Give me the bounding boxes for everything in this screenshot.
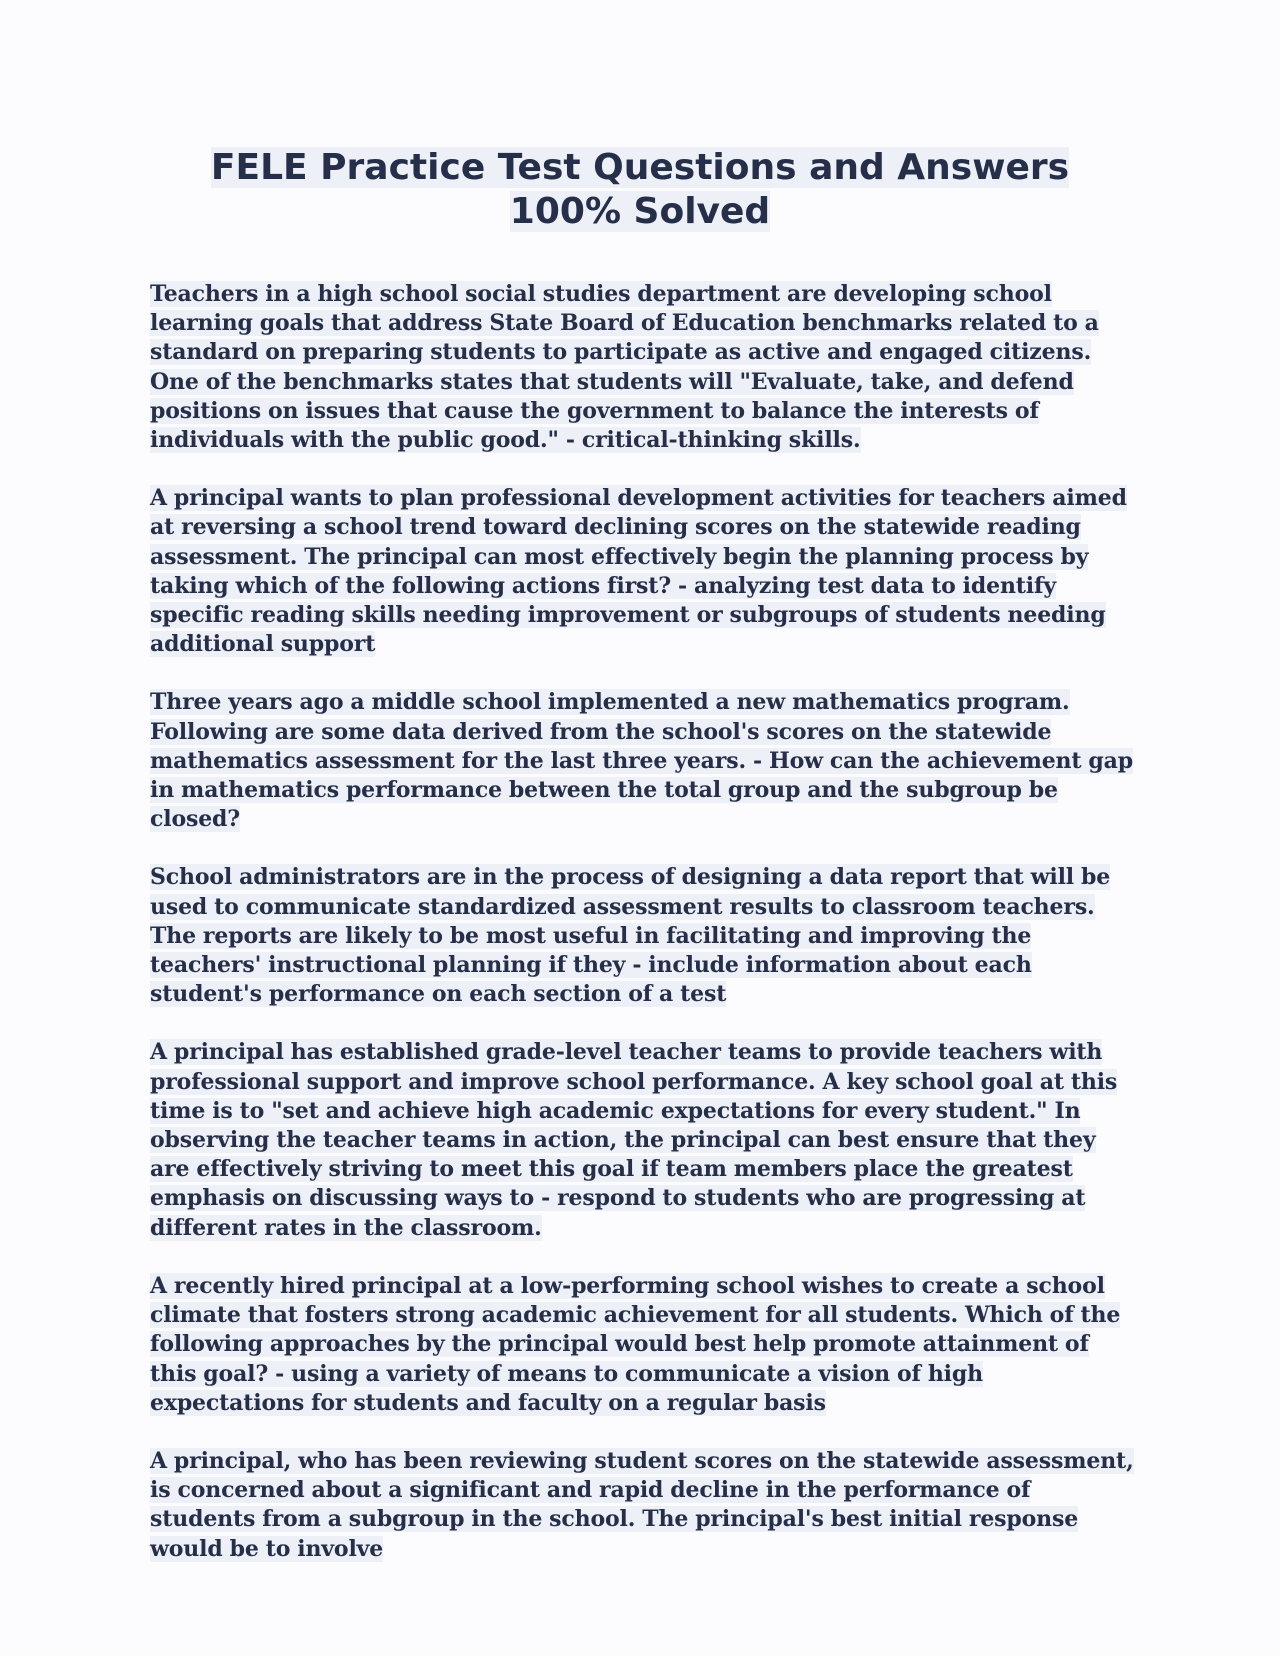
document-title [150,146,1130,234]
qa-item-text: A principal wants to plan professional development activities for teachers aimed at reversing a school trend toward declining scores on the statewide reading assessment. The principal can most effectively begin the planning process by taking which of the following actions first? - analyzing test data to identify specific reading skills needing improvement or subgroups of students needing additional support [150,485,1127,658]
document-title-line-2: 100% Solved [509,191,771,232]
qa-item-text: A principal has established grade-level teacher teams to provide teachers with professional support and improve school performance. A key school goal at this time is to "set and achieve high academic expectations for every student." In observing the teacher teams in action, the principal can best ensure that they are effectively striving to meet this goal if team members place the greatest emphasis on discussing ways to - respond to students who are progressing at different rates in the classroom. [150,1039,1118,1241]
qa-item-text: A recently hired principal at a low-performing school wishes to create a school climate that fosters strong academic achievement for all students. Which of the following approaches by the principal would best help promote attainment of this goal? - using a variety of means to communicate a vision of high expectations for students and faculty on a regular basis [150,1272,1121,1416]
qa-item-6 [150,1272,1135,1418]
document-title-line-1: FELE Practice Test Questions and Answers [210,147,1070,188]
qa-item-5 [150,1038,1135,1242]
qa-item-2 [150,484,1135,659]
qa-item-7 [150,1447,1135,1564]
qa-item-text: Three years ago a middle school implemented a new mathematics program. Following are some data derived from the school's scores on the statewide mathematics assessment for the last three years. - How can the achievement gap in mathematics performance between the total group and the subgroup be closed? [150,689,1133,833]
question-answer-list [150,280,1135,1593]
qa-item-3 [150,688,1135,834]
qa-item-text: A principal, who has been reviewing student scores on the statewide assessment, is concerned about a significant and rapid decline in the performance of students from a subgroup in the school. The principal's best initial response would be to involve [150,1447,1134,1562]
qa-item-text: Teachers in a high school social studies department are developing school learning goals that address State Board of Education benchmarks related to a standard on preparing students to participate as active and engaged citizens. One of the benchmarks states that students will "Evaluate, take, and defend positions on issues that cause the government to balance the interests of individuals with the public good." - critical-thinking skills. [150,281,1099,454]
qa-item-4 [150,863,1135,1009]
qa-item-1 [150,280,1135,455]
qa-item-text: School administrators are in the process of designing a data report that will be used to communicate standardized assessment results to classroom teachers. The reports are likely to be most useful in facilitating and improving the teachers' instructional planning if they - include information about each student's performance on each section of a test [150,864,1111,1008]
